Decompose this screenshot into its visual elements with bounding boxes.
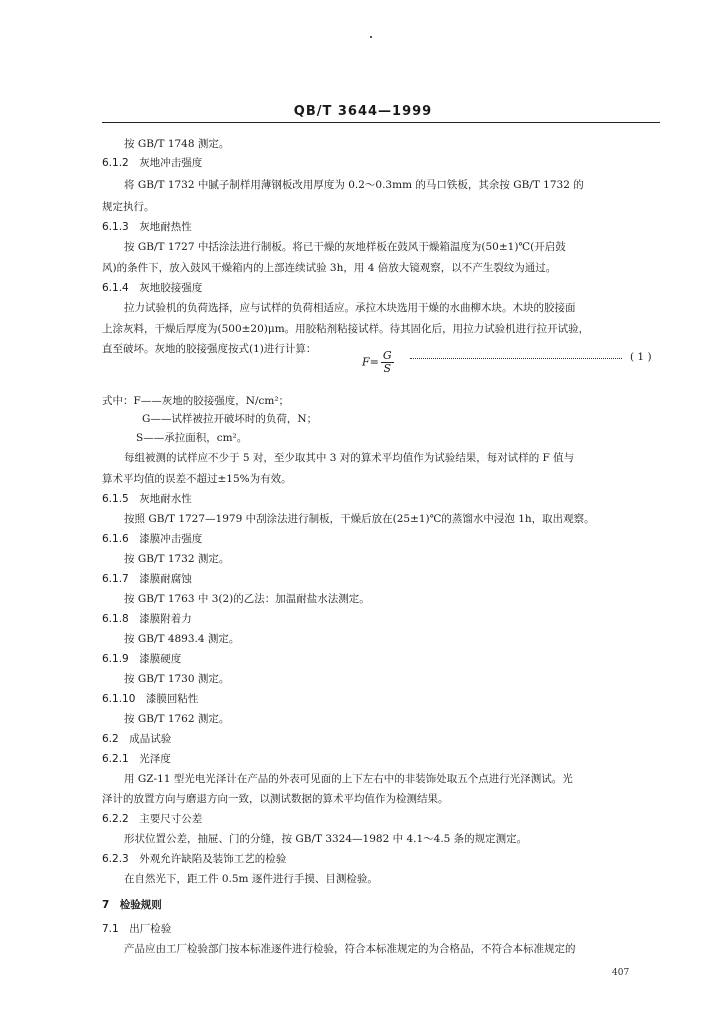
page-number: 407	[612, 968, 630, 978]
formula-eq: =	[369, 355, 379, 369]
paragraph-line: 按照 GB/T 1727—1979 中刮涂法进行制板，干燥后放在(25±1)℃的蒸馏水中浸泡 1h，取出观察。	[124, 513, 595, 525]
paragraph-line: 规定执行。	[102, 201, 155, 213]
clause-heading: 6.1.3 灰地耐热性	[102, 221, 192, 233]
section-heading: 6.2 成品试验	[102, 733, 172, 745]
standard-header: QB/T 3644—1999	[293, 104, 433, 119]
paragraph-line: 用 GZ-11 型光电光泽计在产品的外表可见面的上下左右中的非装饰处取五个点进行光泽测试。光	[124, 773, 573, 785]
paragraph-line: 形状位置公差，抽屉、门的分缝，按 GB/T 3324—1982 中 4.1～4.5 条的规定测定。	[124, 833, 528, 845]
paragraph-line: 按 GB/T 1748 测定。	[124, 138, 230, 150]
clause-heading: 6.2.3 外观允许缺陷及装饰工艺的检验	[102, 853, 287, 865]
variable-definition: S——承拉面积，cm²。	[136, 432, 248, 444]
clause-heading: 6.1.8 漆膜附着力	[102, 613, 192, 625]
scan-speck	[370, 36, 372, 38]
chapter-heading: 7 检验规则	[102, 899, 162, 911]
paragraph-line: 每组被测的试样应不少于 5 对，至少取其中 3 对的算术平均值作为试验结果，每对试样的 F 值与	[124, 452, 575, 464]
paragraph-line: 直至破坏。灰地的胶接强度按式(1)进行计算：	[102, 343, 317, 355]
clause-heading: 6.1.9 漆膜硬度	[102, 653, 182, 665]
paragraph-line: 按 GB/T 1762 测定。	[124, 713, 230, 725]
paragraph-line: 按 GB/T 1763 中 3(2)的乙法：加温耐盐水法测定。	[124, 593, 370, 605]
paragraph-line: 在自然光下，距工件 0.5m 逐件进行手摸、目测检验。	[124, 873, 378, 885]
header-rule	[102, 122, 660, 123]
paragraph-line: 按 GB/T 1730 测定。	[124, 673, 230, 685]
paragraph-line: 算术平均值的误差不超过±15%为有效。	[102, 473, 292, 485]
clause-heading: 6.1.5 灰地耐水性	[102, 493, 192, 505]
clause-heading: 6.2.2 主要尺寸公差	[102, 813, 203, 825]
formula-numerator: G	[382, 349, 392, 362]
paragraph-line: 产品应由工厂检验部门按本标准逐件进行检验，符合本标准规定的为合格品，不符合本标准规定的	[124, 943, 576, 955]
paragraph-line: 按 GB/T 1727 中括涂法进行制板。将已干燥的灰地样板在鼓风干燥箱温度为(50±1)℃(开启鼓	[124, 241, 566, 253]
paragraph-line: 按 GB/T 4893.4 测定。	[124, 633, 240, 645]
formula-leader-dots	[410, 358, 622, 359]
clause-heading: 6.1.4 灰地胶接强度	[102, 282, 203, 294]
clause-heading: 6.1.6 漆膜冲击强度	[102, 533, 203, 545]
variable-definition: G——试样被拉开破坏时的负荷，N；	[142, 413, 318, 425]
variable-definition: 式中：F——灰地的胶接强度，N/cm²；	[102, 395, 290, 407]
paragraph-line: 泽计的放置方向与磨退方向一致，以测试数据的算术平均值作为检测结果。	[102, 793, 449, 805]
formula-fraction	[381, 350, 394, 375]
paragraph-line: 拉力试验机的负荷选择，应与试样的负荷相适应。承拉木块选用干燥的水曲柳木块。木块的胶接面	[124, 302, 576, 314]
clause-heading: 6.1.10 漆膜回粘性	[102, 693, 199, 705]
clause-heading: 7.1 出厂检验	[102, 923, 172, 935]
paragraph-line: 风)的条件下，放入鼓风干燥箱内的上部连续试验 3h，用 4 倍放大镜观察，以不产生裂纹为通过。	[102, 262, 557, 274]
paragraph-line: 按 GB/T 1732 测定。	[124, 553, 230, 565]
formula	[362, 350, 394, 375]
formula-denominator: S	[383, 362, 392, 375]
paragraph-line: 上涂灰料，干燥后厚度为(500±20)μm。用胶粘剂粘接试样。待其固化后，用拉力试验机进行拉开试验，	[102, 323, 590, 335]
formula-lhs: F	[362, 355, 370, 369]
clause-heading: 6.1.2 灰地冲击强度	[102, 157, 203, 169]
clause-heading: 6.2.1 光泽度	[102, 753, 171, 765]
paragraph-line: 将 GB/T 1732 中腻子制样用薄钢板改用厚度为 0.2～0.3mm 的马口铁板，其余按 GB/T 1732 的	[124, 179, 584, 191]
equation-number: ( 1 )	[630, 351, 652, 363]
clause-heading: 6.1.7 漆膜耐腐蚀	[102, 573, 192, 585]
